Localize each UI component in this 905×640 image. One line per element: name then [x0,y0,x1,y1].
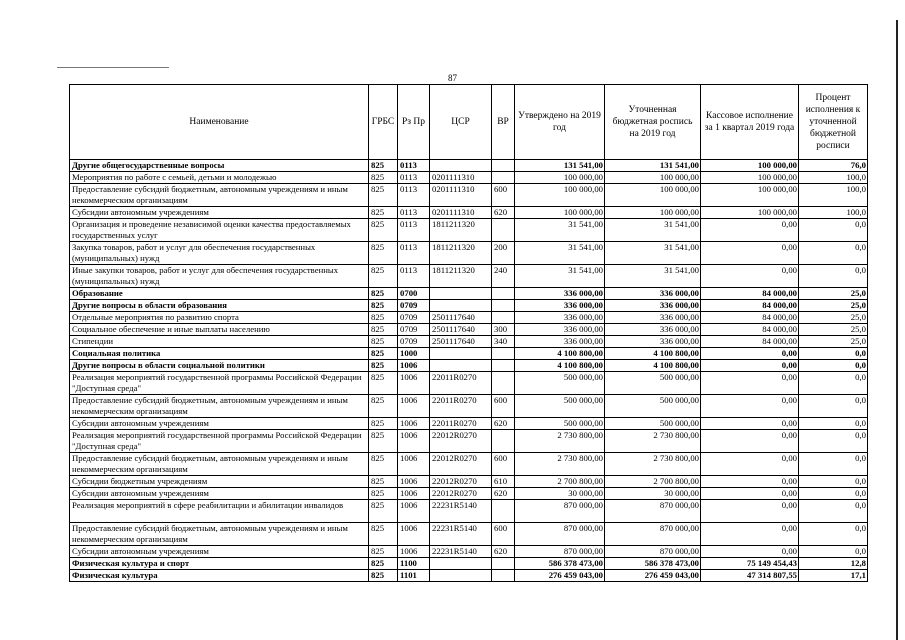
cell-vr [492,558,515,570]
cell-csr: 0201111310 [430,184,492,207]
cell-approved: 100 000,00 [515,184,605,207]
cell-refined: 4 100 800,00 [605,348,701,360]
cell-grbs: 825 [369,242,398,265]
cell-refined: 2 730 800,00 [605,430,701,453]
cell-refined: 336 000,00 [605,336,701,348]
cell-cash: 0,00 [701,488,799,500]
cell-approved: 586 378 473,00 [515,558,605,570]
cell-vr: 620 [492,207,515,219]
cell-name: Предоставление субсидий бюджетным, автономным учреждениям и иным некоммерческим организациям [70,184,369,207]
header-approved: Утверждено на 2019 год [515,85,605,160]
cell-csr: 2501117640 [430,336,492,348]
cell-csr [430,300,492,312]
cell-percent: 25,0 [799,312,868,324]
table-row [70,265,868,288]
table-row [70,184,868,207]
table-row [70,360,868,372]
cell-csr: 2501117640 [430,324,492,336]
cell-refined: 870 000,00 [605,546,701,558]
cell-rzpr: 1101 [398,570,430,582]
cell-percent: 0,0 [799,430,868,453]
cell-csr: 22011R0270 [430,418,492,430]
cell-percent: 0,0 [799,476,868,488]
table-row [70,476,868,488]
cell-refined: 336 000,00 [605,312,701,324]
table-row [70,288,868,300]
cell-rzpr: 1006 [398,395,430,418]
cell-rzpr: 1006 [398,476,430,488]
cell-csr: 22011R0270 [430,395,492,418]
cell-cash: 84 000,00 [701,324,799,336]
cell-approved: 500 000,00 [515,372,605,395]
cell-grbs: 825 [369,488,398,500]
cell-name: Мероприятия по работе с семьей, детьми и молодежью [70,172,369,184]
cell-name: Субсидии бюджетным учреждениям [70,476,369,488]
table-row [70,500,868,523]
cell-approved: 336 000,00 [515,300,605,312]
cell-grbs: 825 [369,500,398,523]
cell-vr [492,172,515,184]
cell-percent: 25,0 [799,336,868,348]
cell-rzpr: 1006 [398,418,430,430]
cell-percent: 0,0 [799,242,868,265]
table-row [70,312,868,324]
cell-approved: 131 541,00 [515,160,605,172]
cell-rzpr: 1100 [398,558,430,570]
cell-grbs: 825 [369,360,398,372]
cell-grbs: 825 [369,372,398,395]
cell-vr: 600 [492,453,515,476]
cell-percent: 100,0 [799,172,868,184]
cell-name: Субсидии автономным учреждениям [70,546,369,558]
cell-approved: 4 100 800,00 [515,348,605,360]
cell-name: Социальная политика [70,348,369,360]
cell-percent: 0,0 [799,395,868,418]
cell-cash: 0,00 [701,372,799,395]
cell-grbs: 825 [369,312,398,324]
cell-refined: 586 378 473,00 [605,558,701,570]
cell-rzpr: 0709 [398,336,430,348]
cell-cash: 0,00 [701,546,799,558]
table-row [70,348,868,360]
cell-name: Стипендии [70,336,369,348]
cell-percent: 25,0 [799,300,868,312]
cell-vr: 600 [492,184,515,207]
cell-vr [492,570,515,582]
cell-vr [492,372,515,395]
cell-cash: 0,00 [701,219,799,242]
cell-grbs: 825 [369,288,398,300]
cell-refined: 30 000,00 [605,488,701,500]
cell-rzpr: 1006 [398,430,430,453]
cell-name: Закупка товаров, работ и услуг для обеспечения государственных (муниципальных) нужд [70,242,369,265]
cell-approved: 31 541,00 [515,242,605,265]
cell-vr: 620 [492,488,515,500]
cell-refined: 2 700 800,00 [605,476,701,488]
cell-approved: 4 100 800,00 [515,360,605,372]
cell-rzpr: 1006 [398,372,430,395]
table-body [70,160,868,582]
cell-name: Социальное обеспечение и иные выплаты населению [70,324,369,336]
cell-cash: 0,00 [701,453,799,476]
cell-rzpr: 1006 [398,500,430,523]
cell-vr [492,312,515,324]
cell-approved: 2 700 800,00 [515,476,605,488]
table-row [70,488,868,500]
cell-rzpr: 1006 [398,546,430,558]
cell-cash: 100 000,00 [701,184,799,207]
cell-rzpr: 0113 [398,265,430,288]
cell-refined: 4 100 800,00 [605,360,701,372]
cell-percent: 0,0 [799,348,868,360]
cell-vr [492,219,515,242]
cell-percent: 17,1 [799,570,868,582]
cell-refined: 31 541,00 [605,265,701,288]
header-percent: Процент исполнения к уточненной бюджетной росписи [799,85,868,160]
cell-approved: 870 000,00 [515,523,605,546]
cell-cash: 0,00 [701,523,799,546]
cell-grbs: 825 [369,207,398,219]
cell-grbs: 825 [369,453,398,476]
cell-refined: 100 000,00 [605,207,701,219]
cell-percent: 0,0 [799,453,868,476]
cell-name: Иные закупки товаров, работ и услуг для обеспечения государственных (муниципальных) нужд [70,265,369,288]
cell-cash: 84 000,00 [701,336,799,348]
cell-approved: 500 000,00 [515,418,605,430]
cell-cash: 0,00 [701,242,799,265]
cell-csr: 1811211320 [430,219,492,242]
table-row [70,372,868,395]
cell-approved: 31 541,00 [515,219,605,242]
cell-refined: 336 000,00 [605,324,701,336]
cell-csr: 0201111310 [430,207,492,219]
cell-rzpr: 0113 [398,207,430,219]
cell-approved: 100 000,00 [515,207,605,219]
cell-grbs: 825 [369,523,398,546]
cell-csr: 0201111310 [430,172,492,184]
header-grbs: ГРБС [369,85,398,160]
cell-vr: 200 [492,242,515,265]
cell-approved: 500 000,00 [515,395,605,418]
cell-name: Субсидии автономным учреждениям [70,488,369,500]
cell-refined: 870 000,00 [605,500,701,523]
cell-refined: 276 459 043,00 [605,570,701,582]
cell-cash: 0,00 [701,395,799,418]
cell-csr: 2501117640 [430,312,492,324]
table-row [70,242,868,265]
table-row [70,570,868,582]
cell-percent: 25,0 [799,324,868,336]
cell-rzpr: 0113 [398,172,430,184]
cell-approved: 100 000,00 [515,172,605,184]
table-row [70,546,868,558]
cell-csr [430,288,492,300]
cell-percent: 0,0 [799,372,868,395]
cell-csr: 22012R0270 [430,476,492,488]
cell-approved: 336 000,00 [515,312,605,324]
cell-rzpr: 1006 [398,523,430,546]
cell-cash: 0,00 [701,476,799,488]
cell-approved: 2 730 800,00 [515,453,605,476]
cell-csr: 22012R0270 [430,453,492,476]
cell-vr: 620 [492,546,515,558]
cell-refined: 2 730 800,00 [605,453,701,476]
cell-grbs: 825 [369,265,398,288]
table-row [70,172,868,184]
budget-table [69,84,868,582]
cell-percent: 25,0 [799,288,868,300]
cell-approved: 2 730 800,00 [515,430,605,453]
cell-percent: 0,0 [799,488,868,500]
cell-csr: 22231R5140 [430,500,492,523]
cell-refined: 100 000,00 [605,184,701,207]
cell-refined: 500 000,00 [605,418,701,430]
header-rzpr: Рз Пр [398,85,430,160]
cell-csr: 22012R0270 [430,488,492,500]
table-row [70,160,868,172]
cell-grbs: 825 [369,160,398,172]
cell-approved: 30 000,00 [515,488,605,500]
cell-percent: 0,0 [799,219,868,242]
cell-grbs: 825 [369,558,398,570]
cell-grbs: 825 [369,476,398,488]
cell-vr: 600 [492,395,515,418]
cell-grbs: 825 [369,546,398,558]
cell-cash: 100 000,00 [701,172,799,184]
cell-percent: 0,0 [799,418,868,430]
table-row [70,418,868,430]
cell-name: Образование [70,288,369,300]
cell-rzpr: 0709 [398,324,430,336]
cell-refined: 31 541,00 [605,242,701,265]
table-row [70,300,868,312]
cell-name: Реализация мероприятий в сфере реабилитации и абилитации инвалидов [70,500,369,523]
cell-csr [430,348,492,360]
cell-csr: 22012R0270 [430,430,492,453]
table-row [70,207,868,219]
cell-name: Субсидии автономным учреждениям [70,207,369,219]
table-row [70,336,868,348]
cell-cash: 0,00 [701,430,799,453]
cell-csr: 22231R5140 [430,546,492,558]
table-header-row [70,85,868,160]
cell-vr: 300 [492,324,515,336]
cell-refined: 500 000,00 [605,372,701,395]
cell-refined: 500 000,00 [605,395,701,418]
cell-cash: 0,00 [701,418,799,430]
cell-rzpr: 1006 [398,453,430,476]
cell-approved: 870 000,00 [515,546,605,558]
cell-vr: 340 [492,336,515,348]
cell-cash: 47 314 807,55 [701,570,799,582]
cell-rzpr: 1000 [398,348,430,360]
cell-csr: 22011R0270 [430,372,492,395]
cell-csr [430,570,492,582]
cell-rzpr: 0709 [398,300,430,312]
cell-cash: 0,00 [701,360,799,372]
cell-csr [430,160,492,172]
header-csr: ЦСР [430,85,492,160]
cell-grbs: 825 [369,300,398,312]
cell-rzpr: 0113 [398,184,430,207]
cell-name: Организация и проведение независимой оценки качества предоставляемых государственных услуг [70,219,369,242]
cell-refined: 336 000,00 [605,300,701,312]
cell-name: Субсидии автономным учреждениям [70,418,369,430]
cell-percent: 76,0 [799,160,868,172]
cell-cash: 84 000,00 [701,312,799,324]
cell-vr: 240 [492,265,515,288]
cell-name: Другие вопросы в области социальной политики [70,360,369,372]
cell-percent: 100,0 [799,184,868,207]
cell-percent: 100,0 [799,207,868,219]
cell-percent: 0,0 [799,360,868,372]
cell-refined: 336 000,00 [605,288,701,300]
cell-cash: 0,00 [701,265,799,288]
cell-name: Отдельные мероприятия по развитию спорта [70,312,369,324]
cell-grbs: 825 [369,336,398,348]
cell-name: Другие вопросы в области образования [70,300,369,312]
cell-vr [492,160,515,172]
cell-grbs: 825 [369,184,398,207]
cell-name: Физическая культура и спорт [70,558,369,570]
cell-approved: 336 000,00 [515,336,605,348]
cell-vr: 620 [492,418,515,430]
cell-vr [492,348,515,360]
cell-vr [492,430,515,453]
cell-name: Физическая культура [70,570,369,582]
cell-approved: 336 000,00 [515,324,605,336]
cell-rzpr: 0700 [398,288,430,300]
cell-grbs: 825 [369,570,398,582]
table-row [70,558,868,570]
cell-vr: 600 [492,523,515,546]
cell-rzpr: 1006 [398,360,430,372]
cell-name: Предоставление субсидий бюджетным, автономным учреждениям и иным некоммерческим организациям [70,395,369,418]
page-number: 87 [448,73,457,83]
cell-vr [492,360,515,372]
cell-approved: 870 000,00 [515,500,605,523]
cell-refined: 100 000,00 [605,172,701,184]
cell-vr: 610 [492,476,515,488]
table-row [70,395,868,418]
cell-csr: 22231R5140 [430,523,492,546]
cell-csr [430,558,492,570]
cell-percent: 0,0 [799,500,868,523]
cell-name: Реализация мероприятий государственной программы Российской Федерации "Доступная среда" [70,372,369,395]
header-vr: ВР [492,85,515,160]
cell-approved: 336 000,00 [515,288,605,300]
cell-grbs: 825 [369,418,398,430]
cell-cash: 0,00 [701,500,799,523]
cell-approved: 276 459 043,00 [515,570,605,582]
cell-rzpr: 0113 [398,242,430,265]
table-row [70,324,868,336]
cell-percent: 0,0 [799,523,868,546]
table-row [70,219,868,242]
cell-grbs: 825 [369,348,398,360]
cell-vr [492,500,515,523]
table-row [70,453,868,476]
cell-csr [430,360,492,372]
cell-vr [492,288,515,300]
cell-refined: 131 541,00 [605,160,701,172]
cell-name: Предоставление субсидий бюджетным, автономным учреждениям и иным некоммерческим организациям [70,453,369,476]
cell-vr [492,300,515,312]
header-refined: Уточненная бюджетная роспись на 2019 год [605,85,701,160]
cell-csr: 1811211320 [430,242,492,265]
cell-rzpr: 0113 [398,160,430,172]
cell-rzpr: 1006 [398,488,430,500]
cell-grbs: 825 [369,324,398,336]
cell-refined: 870 000,00 [605,523,701,546]
cell-grbs: 825 [369,395,398,418]
cell-cash: 75 149 454,43 [701,558,799,570]
cell-name: Другие общегосударственные вопросы [70,160,369,172]
cell-cash: 84 000,00 [701,288,799,300]
cell-grbs: 825 [369,430,398,453]
cell-percent: 0,0 [799,546,868,558]
cell-name: Реализация мероприятий государственной программы Российской Федерации "Доступная среда" [70,430,369,453]
cell-percent: 0,0 [799,265,868,288]
table-row [70,430,868,453]
cell-grbs: 825 [369,219,398,242]
table-row [70,523,868,546]
header-rule [57,67,169,68]
header-cash: Кассовое исполнение за 1 квартал 2019 года [701,85,799,160]
cell-name: Предоставление субсидий бюджетным, автономным учреждениям и иным некоммерческим организациям [70,523,369,546]
cell-approved: 31 541,00 [515,265,605,288]
scan-edge [896,20,898,640]
cell-refined: 31 541,00 [605,219,701,242]
cell-percent: 12,8 [799,558,868,570]
cell-cash: 0,00 [701,348,799,360]
cell-cash: 84 000,00 [701,300,799,312]
cell-grbs: 825 [369,172,398,184]
cell-cash: 100 000,00 [701,207,799,219]
cell-cash: 100 000,00 [701,160,799,172]
cell-rzpr: 0113 [398,219,430,242]
cell-rzpr: 0709 [398,312,430,324]
header-name: Наименование [70,85,369,160]
cell-csr: 1811211320 [430,265,492,288]
